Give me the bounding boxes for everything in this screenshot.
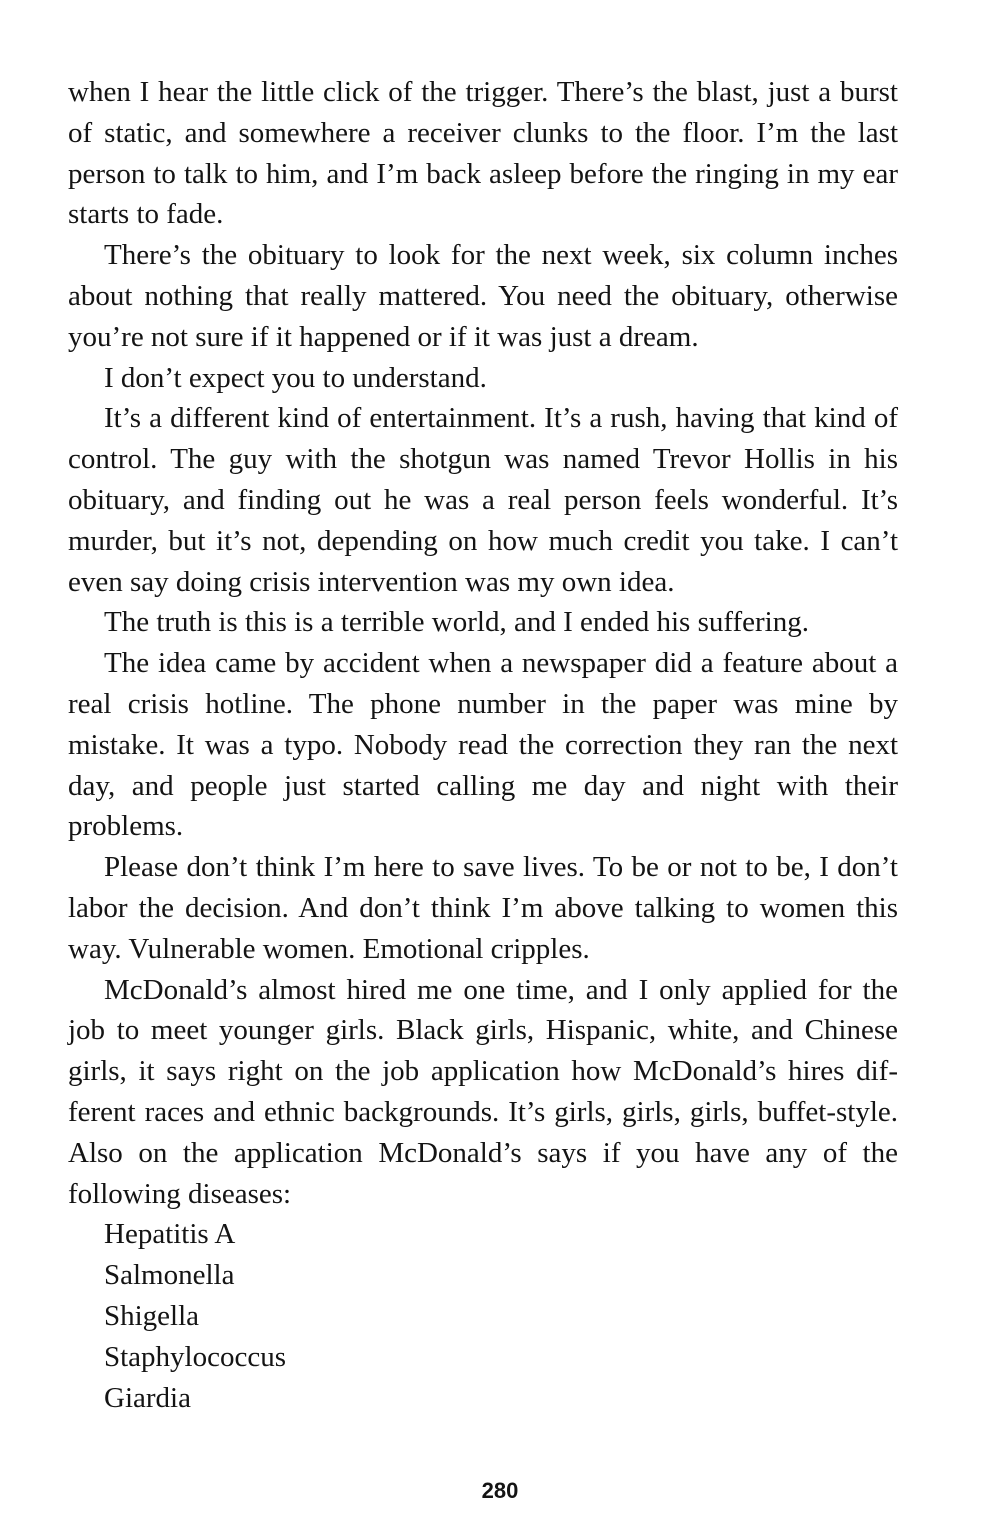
list-item: Salmonella <box>104 1259 235 1292</box>
paragraph: Please don’t think I’m here to save lives. To be or not to be, I don’t labor the decision. And don’t think I’m above talking to women this way. Vulnerable women. Emotional cripples. <box>68 851 898 965</box>
list-item: Staphylococcus <box>104 1340 287 1373</box>
paragraph: It’s a different kind of entertainment. It’s a rush, having that kind of control. The guy with the shotgun was named Trevor Hollis in his obituary, and finding out he was a real person feels wonderful. It’s murder, but it’s not, depending on how much credit you take. I can’t even say doing crisis intervention was my own idea. <box>68 402 898 598</box>
list-item: Shigella <box>104 1299 200 1332</box>
disease-list <box>68 1214 898 1418</box>
list-item: Hepatitis A <box>104 1218 236 1251</box>
page-number: 280 <box>481 1478 519 1503</box>
paragraph: when I hear the little click of the trigger. There’s the blast, just a burst of static, and somewhere a receiver clunks to the floor. I’m the last person to talk to him, and I’m back asleep before the ringing in my ear starts to fade. <box>68 76 898 231</box>
paragraph: The idea came by accident when a newspaper did a feature about a real crisis hotline. The phone number in the paper was mine by mistake. It was a typo. Nobody read the correction they ran the next day, and people just started calling me day and night with their problems. <box>68 647 898 843</box>
paragraph: I don’t expect you to understand. <box>104 361 487 394</box>
paragraph: The truth is this is a terrible world, and I ended his suffering. <box>104 606 809 639</box>
paragraph: There’s the obituary to look for the next week, six column inches about nothing that really mattered. You need the obituary, otherwise you’re not sure if it happened or if it was just a dream. <box>68 239 898 353</box>
list-item: Giardia <box>104 1381 191 1414</box>
page-body <box>68 72 898 1418</box>
paragraph: McDonald’s almost hired me one time, and I only applied for the job to meet younger girls. Black girls, Hispanic, white, and Chinese girls, it says right on the job application how McDonald’s hires different races and ethnic backgrounds. It’s girls, girls, girls, buffet-style. Also on the application McDonald’s says if you have any of the following diseases: <box>68 973 898 1210</box>
